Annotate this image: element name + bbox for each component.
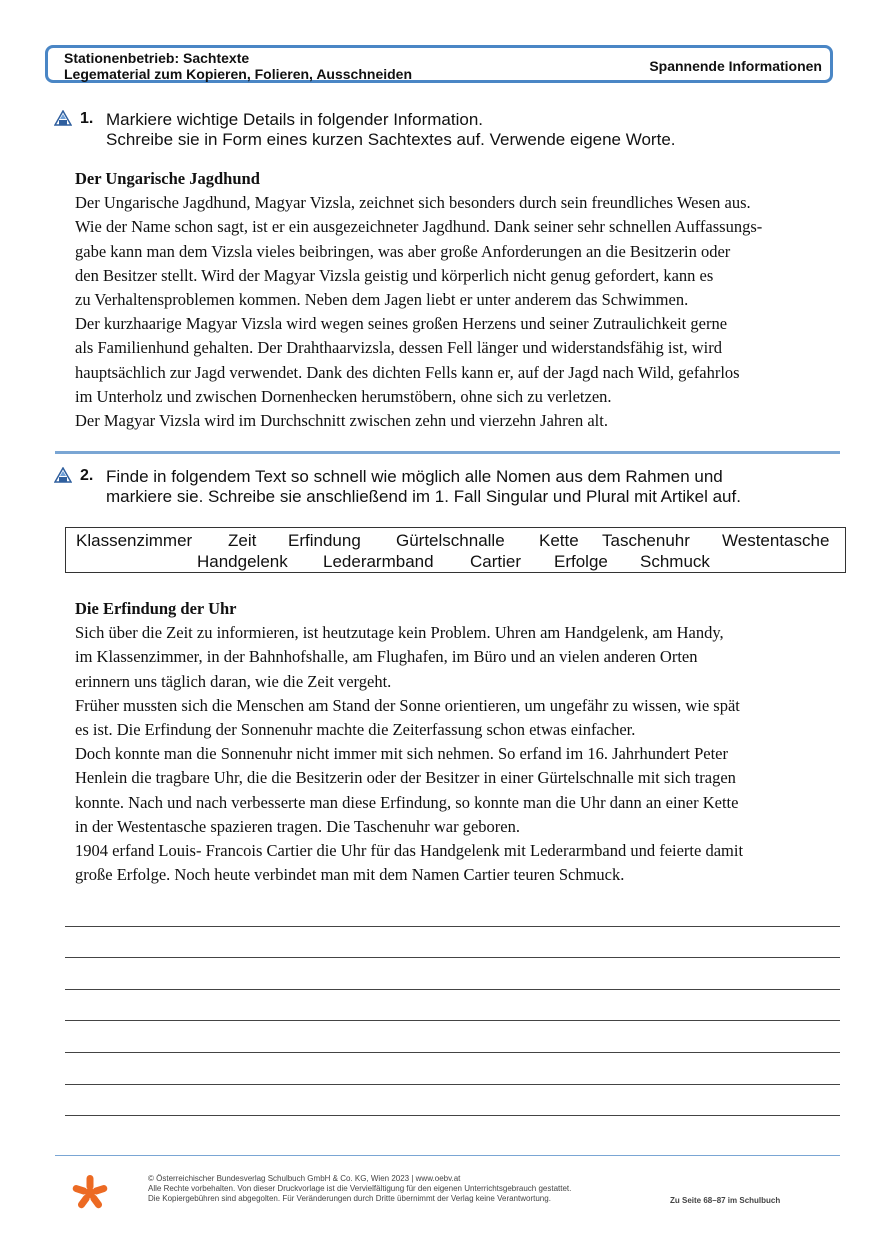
word-item: Cartier: [470, 552, 522, 571]
task2-article-line: große Erfolge. Noch heute verbindet man mit dem Namen Cartier teuren Schmuck.: [75, 865, 625, 885]
word-item: Erfolge: [554, 552, 608, 571]
task2-article-line: Doch konnte man die Sonnenuhr nicht immer mit sich nehmen. So erfand im 16. Jahrhundert Peter: [75, 744, 728, 764]
word-item: Gürtelschnalle: [396, 531, 505, 550]
task2-article-line: es ist. Die Erfindung der Sonnenuhr machte die Zeiterfassung schon etwas einfacher.: [75, 720, 636, 740]
task1-article-title: Der Ungarische Jagdhund: [75, 169, 260, 188]
task2-article-line: im Klassenzimmer, in der Bahnhofshalle, am Flughafen, im Büro und an vielen anderen Orten: [75, 647, 698, 667]
footer-divider: [55, 1155, 840, 1156]
footer-page-reference: Zu Seite 68–87 im Schulbuch: [670, 1196, 781, 1205]
task2-instruction-line2: markiere sie. Schreibe sie anschließend im 1. Fall Singular und Plural mit Artikel auf.: [106, 487, 741, 506]
task1-article-line: Der Ungarische Jagdhund, Magyar Vizsla, zeichnet sich besonders durch sein freundliches Wesen aus.: [75, 193, 751, 213]
task2-number: 2.: [80, 467, 94, 484]
task1-article-line: im Unterholz und zwischen Dornenhecken herumstöbern, ohne sich zu verletzen.: [75, 386, 612, 406]
word-item: Kette: [539, 531, 579, 550]
header-box: [45, 45, 833, 83]
word-item: Klassenzimmer: [76, 531, 193, 550]
writing-line[interactable]: [65, 1052, 840, 1053]
word-item: Zeit: [228, 531, 257, 550]
task2-article-line: Früher mussten sich die Menschen am Stand der Sonne orientieren, um ungefähr zu wissen, wie spät: [75, 695, 740, 715]
level-triangle-icon: [54, 110, 72, 126]
task2-article-title: Die Erfindung der Uhr: [75, 599, 237, 618]
task1-instruction: [106, 110, 676, 150]
footer-copyright: [148, 1174, 571, 1204]
task1-article-line: hauptsächlich zur Jagd verwendet. Dank des dichten Fells kann er, auf der Jagd nach Wild, gefahrlos: [75, 362, 740, 382]
word-item: Erfindung: [288, 531, 361, 550]
word-box: [65, 527, 846, 573]
task2-instruction: [106, 467, 741, 507]
task2-article-line: Sich über die Zeit zu informieren, ist heutzutage kein Problem. Uhren am Handgelenk, am Handy,: [75, 623, 724, 643]
task1-article-line: Wie der Name schon sagt, ist er ein ausgezeichneter Jagdhund. Dank seiner sehr schnellen Auffassungs-: [75, 217, 763, 237]
task1-article-line: als Familienhund gehalten. Der Drahthaarvizsla, dessen Fell länger und widerstandsfähig ist, wird: [75, 338, 722, 358]
writing-line[interactable]: [65, 1020, 840, 1021]
word-item: Schmuck: [640, 552, 710, 571]
task2-instruction-line1: Finde in folgendem Text so schnell wie möglich alle Nomen aus dem Rahmen und: [106, 467, 723, 486]
word-item: Handgelenk: [197, 552, 288, 571]
task1-article-line: Der Magyar Vizsla wird im Durchschnitt zwischen zehn und vierzehn Jahren alt.: [75, 411, 608, 431]
writing-line[interactable]: [65, 989, 840, 990]
footer-line3: Die Kopiergebühren sind abgegolten. Für Veränderungen durch Dritte übernimmt der Verlag keine Verantwortung.: [148, 1194, 551, 1203]
section-divider: [55, 451, 840, 454]
level-triangle-icon: [54, 467, 72, 483]
task1-article-line: den Besitzer stellt. Wird der Magyar Vizsla geistig und körperlich nicht genug gefordert, kann es: [75, 265, 714, 285]
word-item: Taschenuhr: [602, 531, 690, 550]
task2-article-line: konnte. Nach und nach verbesserte man diese Erfindung, so konnte man die Uhr dann an einer Kette: [75, 792, 739, 812]
word-item: Westentasche: [722, 531, 830, 550]
task1-article-line: gabe kann man dem Vizsla vieles beibringen, was aber große Anforderungen an die Besitzerin oder: [75, 241, 731, 261]
footer-line1: © Österreichischer Bundesverlag Schulbuch GmbH & Co. KG, Wien 2023 | www.oebv.at: [148, 1174, 461, 1183]
task1-number: 1.: [80, 110, 94, 127]
task1-instruction-line2: Schreibe sie in Form eines kurzen Sachtextes auf. Verwende eigene Worte.: [106, 130, 676, 149]
writing-line[interactable]: [65, 1115, 840, 1116]
header-title-line2: Legematerial zum Kopieren, Folieren, Ausschneiden: [64, 66, 413, 82]
task1-article-line: zu Verhaltensproblemen kommen. Neben dem Jagen liebt er unter anderem das Schwimmen.: [75, 290, 689, 310]
task1-article: [75, 167, 845, 433]
task2-article-line: Henlein die tragbare Uhr, die die Besitzerin oder der Besitzer in einer Gürtelschnalle mit sich tragen: [75, 768, 736, 788]
header-title: [64, 50, 412, 82]
writing-line[interactable]: [65, 957, 840, 958]
task2-article: [75, 597, 845, 887]
word-item: Lederarmband: [323, 552, 434, 571]
task2-article-line: erinnern uns täglich daran, wie die Zeit vergeht.: [75, 671, 392, 691]
footer-line2: Alle Rechte vorbehalten. Von dieser Druckvorlage ist die Vervielfältigung für den eigenen Unterrichtsgebrauch gestattet.: [148, 1184, 572, 1193]
publisher-logo-icon: [70, 1173, 110, 1213]
writing-line[interactable]: [65, 926, 840, 927]
task1-article-line: Der kurzhaarige Magyar Vizsla wird wegen seines großen Herzens und seiner Zutraulichkeit gerne: [75, 314, 728, 334]
header-topic-label: Spannende Informationen: [649, 58, 822, 74]
task2-article-line: 1904 erfand Louis- Francois Cartier die Uhr für das Handgelenk mit Lederarmband und feierte damit: [75, 841, 744, 861]
task1-instruction-line1: Markiere wichtige Details in folgender Information.: [106, 110, 484, 129]
task2-article-line: in der Westentasche spazieren tragen. Die Taschenuhr war geboren.: [75, 816, 520, 836]
writing-line[interactable]: [65, 1084, 840, 1085]
header-title-line1: Stationenbetrieb: Sachtexte: [64, 50, 250, 66]
